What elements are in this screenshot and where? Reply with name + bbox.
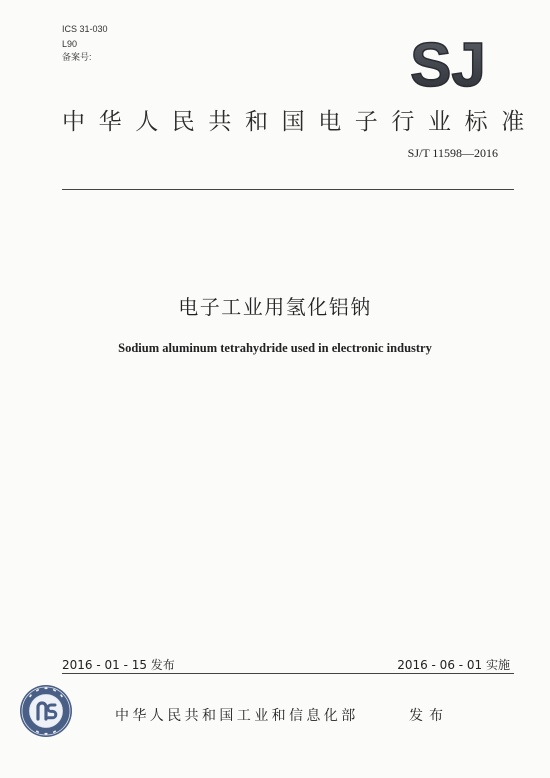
top-divider xyxy=(62,189,514,190)
bottom-divider xyxy=(62,673,514,674)
ccs-code: L90 xyxy=(62,39,78,49)
standard-title-chinese: 电子工业用氢化铝钠 xyxy=(178,295,372,319)
ics-code: ICS 31-030 xyxy=(62,24,108,34)
filing-number-label: 备案号: xyxy=(62,52,92,62)
sj-logo-text: SJ xyxy=(410,32,486,94)
sj-logo-icon xyxy=(404,32,492,94)
issue-action-label: 发布 xyxy=(409,708,449,724)
ministry-seal-icon xyxy=(18,683,74,739)
standard-number: SJ/T 11598—2016 xyxy=(407,146,498,160)
standard-title-english: Sodium aluminum tetrahydride used in electronic industry xyxy=(118,341,432,355)
effective-date: 2016 - 06 - 01 实施 xyxy=(397,658,510,672)
organization-title: 中华人民共和国电子行业标准 xyxy=(62,109,538,135)
issuing-authority: 中华人民共和国工业和信息化部 xyxy=(115,708,359,724)
issue-date: 2016 - 01 - 15 发布 xyxy=(62,658,175,672)
